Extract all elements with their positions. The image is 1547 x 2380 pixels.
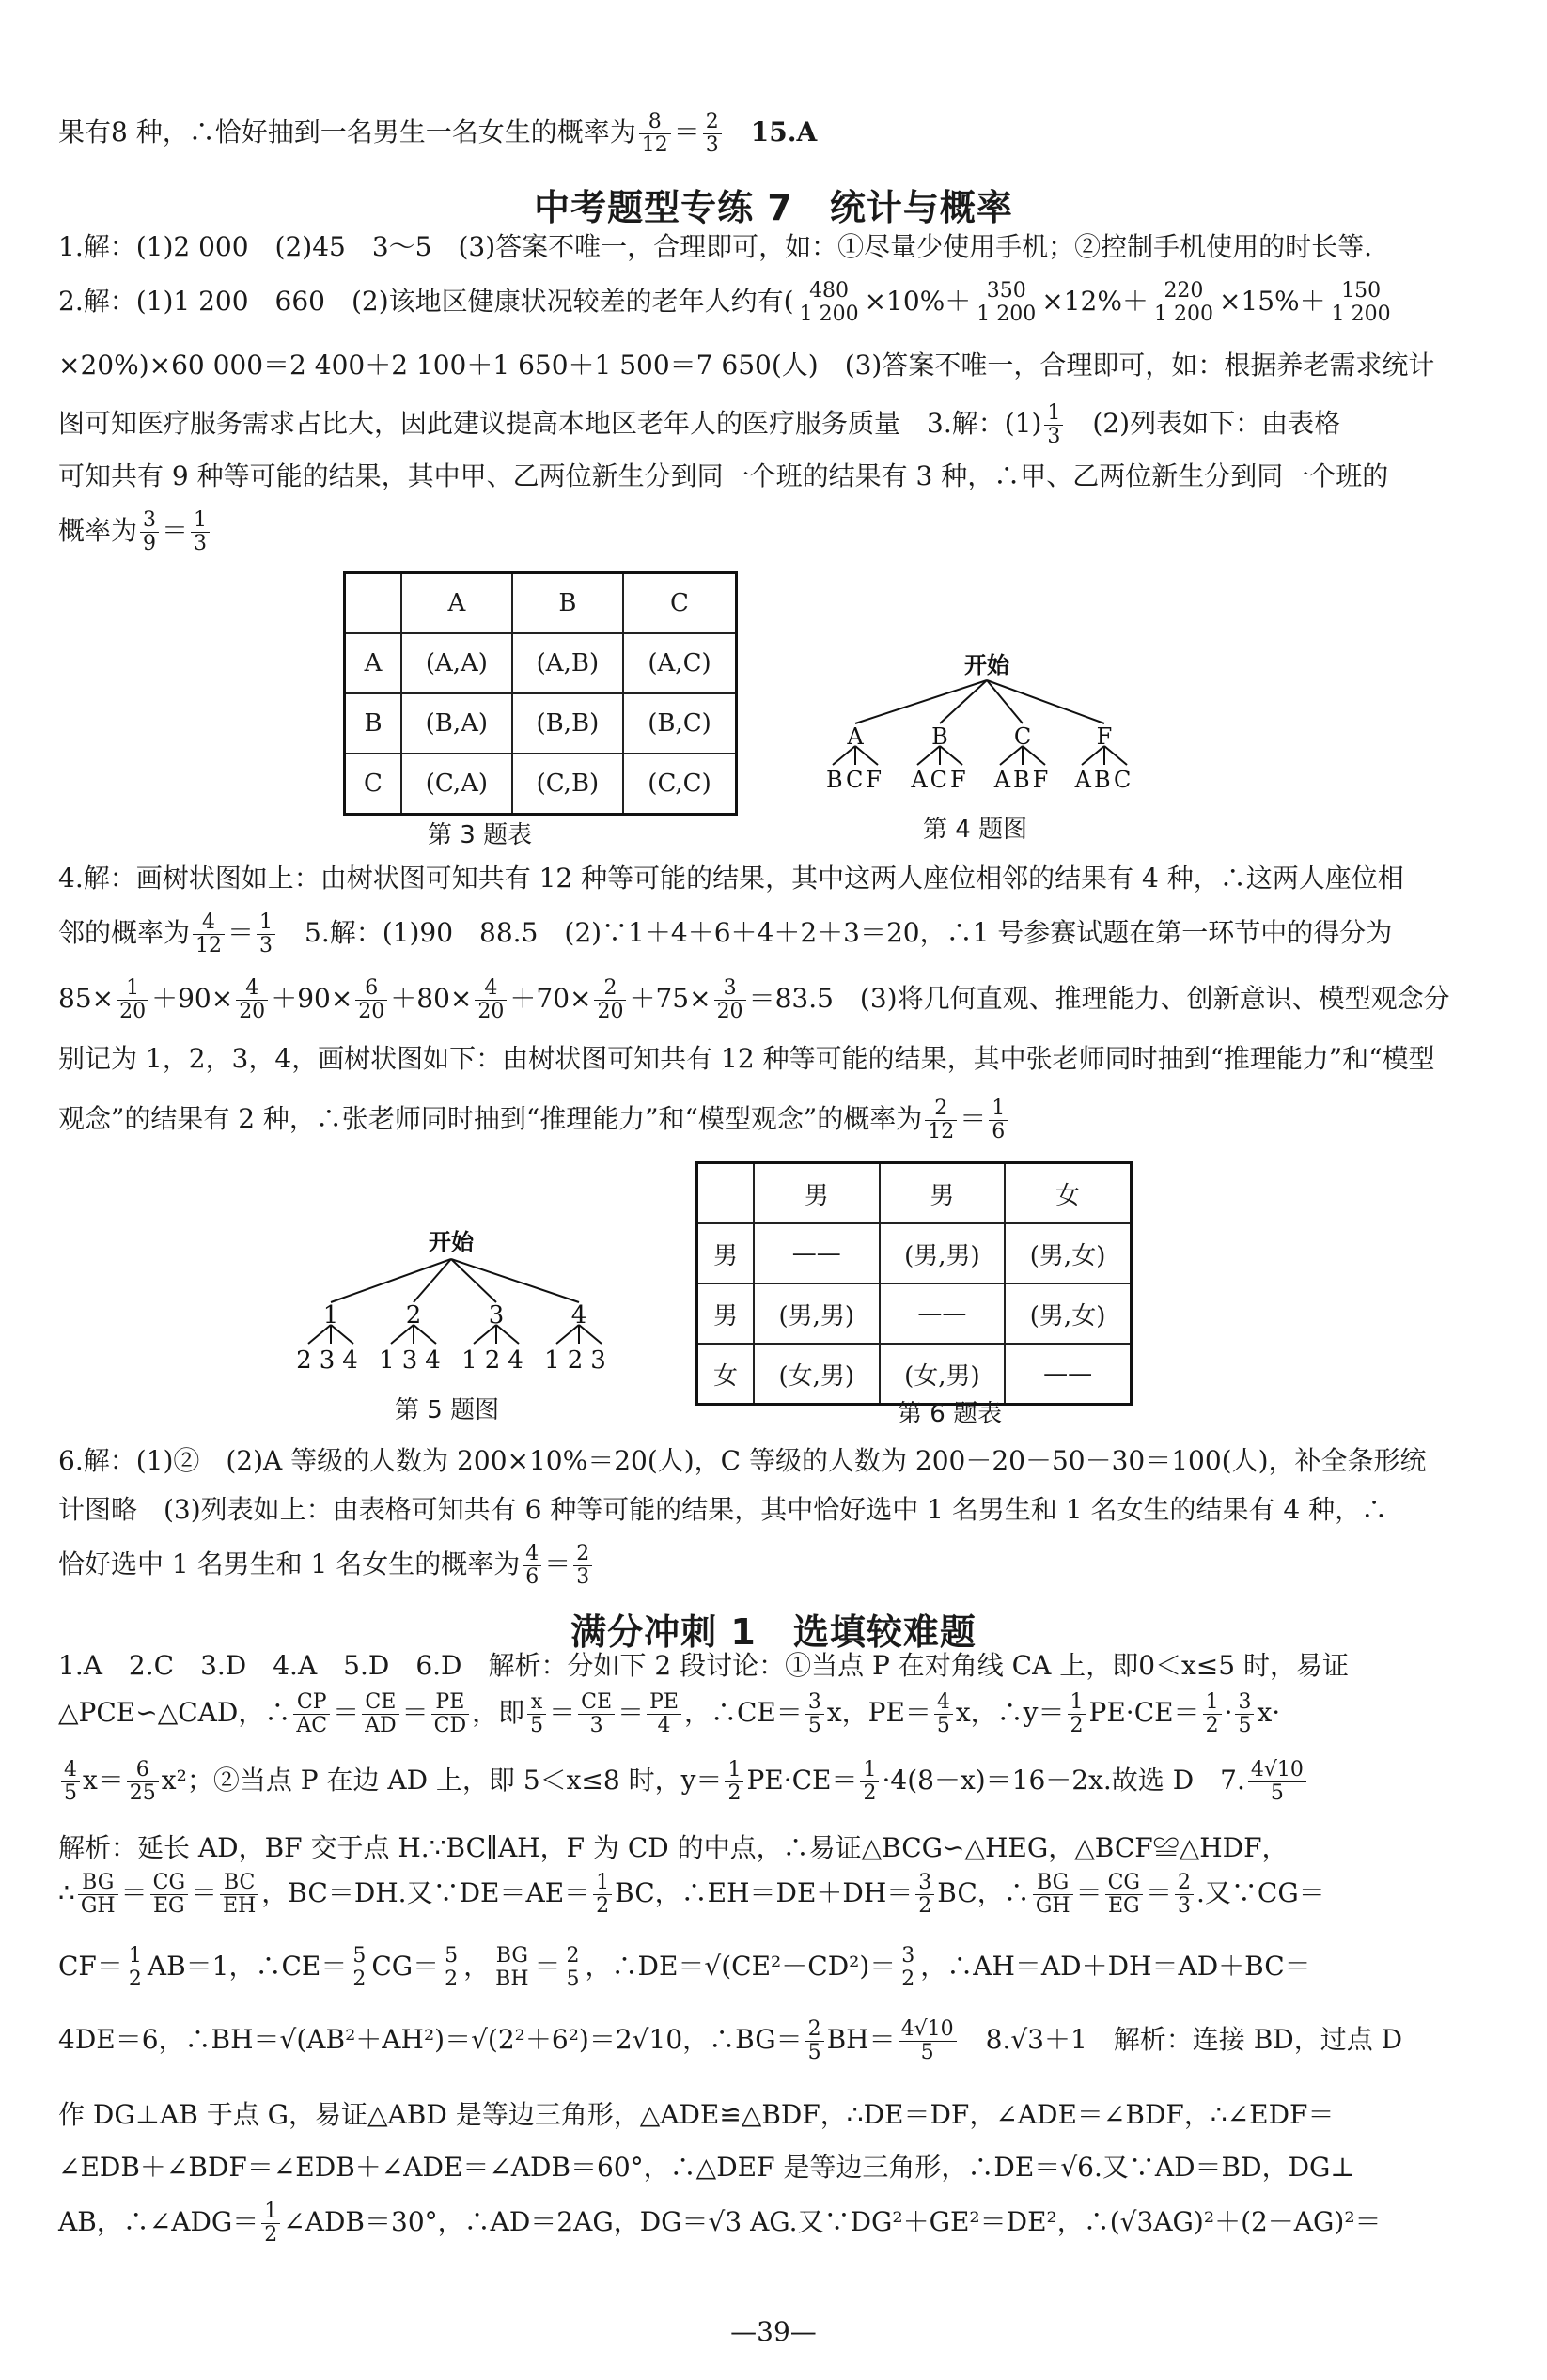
text-line: 恰好选中 1 名男生和 1 名女生的概率为 $\frac{4}{6}$ ＝ $\frac{2}{3}$ (58, 1543, 1481, 1589)
text-line: 1.A 2.C 3.D 4.A 5.D 6.D 解析：分如下 2 段讨论：①当点 P 在对角线 CA 上，即0＜x≤5 时，易证 (58, 1650, 1349, 1681)
tree-node: B (931, 723, 948, 750)
table-header-row: A B C (345, 573, 737, 634)
text-line: ×20%)×60 000＝2 400＋2 100＋1 650＋1 500＝7 650(人) (3)答案不唯一，合理即可，如：根据养老需求统计 (58, 350, 1435, 381)
text-line: 6.解：(1)② (2)A 等级的人数为 200×10%＝20(人)，C 等级的人数为 200－20－50－30＝100(人)，补全条形统 (58, 1445, 1427, 1476)
section-title: 中考题型专练 7 统计与概率 (534, 187, 1013, 228)
text-line: $\frac{4}{5}$ x＝ $\frac{6}{25}$ x²；②当点 P 在边 AD 上，即 5＜x≤8 时，y＝ $\frac{1}{2}$ PE·CE＝ $\frac{1}{2}$ ·4(8－x)＝16－2x.故选 D 7. $\frac{4√10}{5}$ (58, 1759, 1481, 1805)
table-header-row: 男 男 女 (697, 1163, 1132, 1224)
tree-leaves: ACF (911, 767, 969, 793)
tree-node: F (1096, 723, 1113, 750)
tree-node: A (847, 723, 864, 750)
section-title: 满分冲刺 1 选填较难题 (570, 1611, 977, 1653)
fraction: $\frac{8}{12}$ (639, 111, 671, 157)
table-row: 男 —— (男,男) (男,女) (697, 1223, 1132, 1283)
text-line: 作 DG⊥AB 于点 G，易证△ABD 是等边三角形，△ADE≌△BDF，∴DE＝DF，∠ADE＝∠BDF，∴∠EDF＝ (58, 2099, 1335, 2130)
text-line: 4.解：画树状图如上：由树状图可知共有 12 种等可能的结果，其中这两人座位相邻的结果有 4 种，∴这两人座位相 (58, 863, 1404, 894)
tree-4-caption: 第 4 题图 (923, 816, 1028, 844)
text-line: CF＝ $\frac{1}{2}$ AB＝1，∴CE＝ $\frac{5}{2}$ CG＝ $\frac{5}{2}$ ， $\frac{BG}{BH}$ ＝ $\frac{2}{5}$ ，∴DE＝√(CE²－CD²)＝ $\frac{3}{2}$ ，∴AH＝AD＋DH＝AD＋BC＝ (58, 1944, 1311, 1992)
tree-root-label: 开始 (964, 651, 1009, 678)
text-line: 可知共有 9 种等可能的结果，其中甲、乙两位新生分到同一个班的结果有 3 种，∴甲、乙两位新生分到同一个班的 (58, 460, 1389, 491)
tree-diagram-4 (808, 646, 1165, 797)
tree-node: 2 (405, 1301, 422, 1330)
text-line: ∴ $\frac{BG}{GH}$ ＝ $\frac{CG}{EG}$ ＝ $\frac{BC}{EH}$ ，BC＝DH.又∵DE＝AE＝ $\frac{1}{2}$ BC，∴EH＝DE＋DH＝ $\frac{3}{2}$ BC，∴ $\frac{BG}{GH}$ ＝ $\frac{CG}{EG}$ ＝ $\frac{2}{3}$ .又∵CG＝ (58, 1871, 1325, 1919)
text-line: 观念”的结果有 2 种，∴张老师同时抽到“推理能力”和“模型观念”的概率为 $\frac{2}{12}$ ＝ $\frac{1}{6}$ (58, 1097, 1481, 1143)
tree-leaves: 134 (379, 1346, 448, 1375)
text-line: 别记为 1，2，3，4，画树状图如下：由树状图可知共有 12 种等可能的结果，其中张老师同时抽到“推理能力”和“模型 (58, 1043, 1435, 1074)
tree-leaves: 124 (461, 1346, 531, 1375)
tree-leaves: 234 (296, 1346, 366, 1375)
text-line: 概率为 $\frac{3}{9}$ ＝ $\frac{1}{3}$ (58, 509, 1481, 555)
text-line: 果有8 种，∴恰好抽到一名男生一名女生的概率为 $\frac{8}{12}$ ＝ $\frac{2}{3}$ 15.A (58, 110, 818, 158)
table-3 (343, 571, 738, 816)
text-line: 解析：延长 AD，BF 交于点 H.∵BC∥AH，F 为 CD 的中点，∴易证△BCG∽△HEG，△BCF≌△HDF， (58, 1832, 1289, 1863)
tree-node: 1 (322, 1301, 339, 1330)
tree-node: 4 (570, 1301, 587, 1330)
text-line: 2.解：(1)1 200 660 (2)该地区健康状况较差的老年人约有( $\frac{480}{1 200}$ ×10%＋ $\frac{350}{1 200}$ ×12%＋ $\frac{220}{1 200}$ ×15%＋ $\frac{150}{1 200}$ (58, 280, 1481, 326)
text-line: 图可知医疗服务需求占比大，因此建议提高本地区老年人的医疗服务质量 3.解：(1) $\frac{1}{3}$ (2)列表如下：由表格 (58, 401, 1341, 449)
tree-node: C (1013, 723, 1032, 750)
tree-diagram-5 (282, 1221, 639, 1381)
tree-leaves: ABF (993, 767, 1052, 793)
text-line: ∠EDB＋∠BDF＝∠EDB＋∠ADE＝∠ADB＝60°，∴△DEF 是等边三角形，∴DE＝√6.又∵AD＝BD，DG⊥ (58, 2152, 1355, 2183)
tree-leaves: ABC (1074, 767, 1134, 793)
table-row: C (C,A) (C,B) (C,C) (345, 754, 737, 815)
tree-root-label: 开始 (429, 1228, 474, 1255)
text-line: △PCE∽△CAD，∴ $\frac{CP}{AC}$ ＝ $\frac{CE}{AD}$ ＝ $\frac{PE}{CD}$ ，即 $\frac{x}{5}$ ＝ $\frac{CE}{3}$ ＝ $\frac{PE}{4}$ ，∴CE＝ $\frac{3}{5}$ x，PE＝ $\frac{4}{5}$ x，∴y＝ $\frac{1}{2}$ PE·CE＝ $\frac{1}{2}$ · $\frac{3}{5}$ x· (58, 1690, 1281, 1738)
tree-leaves: 123 (544, 1346, 614, 1375)
page-number: —39— (730, 2316, 817, 2347)
table-row: A (A,A) (A,B) (A,C) (345, 633, 737, 693)
table-6 (695, 1161, 1133, 1406)
text-line: 1.解：(1)2 000 (2)45 3～5 (3)答案不唯一，合理即可，如：①尽量少使用手机；②控制手机使用的时长等. (58, 231, 1373, 262)
tree-node: 3 (488, 1301, 505, 1330)
text-line: 85× $\frac{1}{20}$ ＋90× $\frac{4}{20}$ ＋90× $\frac{6}{20}$ ＋80× $\frac{4}{20}$ ＋70× $\frac{2}{20}$ ＋75× $\frac{3}{20}$ ＝83.5 (3)将几何直观、推理能力、创新意识、模型观念分 (58, 976, 1450, 1024)
table-3-caption: 第 3 题表 (428, 821, 533, 849)
tree-leaves: BCF (825, 767, 885, 793)
fraction: $\frac{2}{3}$ (703, 111, 722, 157)
table-6-caption: 第 6 题表 (898, 1400, 1003, 1428)
table-row: 男 (男,男) —— (男,女) (697, 1283, 1132, 1344)
table-row: 女 (女,男) (女,男) —— (697, 1344, 1132, 1405)
table-row: B (B,A) (B,B) (B,C) (345, 693, 737, 754)
text-line: 邻的概率为 $\frac{4}{12}$ ＝ $\frac{1}{3}$ 5.解：(1)90 88.5 (2)∵1＋4＋6＋4＋2＋3＝20，∴1 号参赛试题在第一环节中的得分为 (58, 910, 1393, 958)
text-line: AB，∴∠ADG＝ $\frac{1}{2}$ ∠ADB＝30°，∴AD＝2AG，DG＝√3 AG.又∵DG²＋GE²＝DE²，∴(√3AG)²＋(2－AG)²＝ (58, 2200, 1382, 2248)
text-line: 4DE＝6，∴BH＝√(AB²＋AH²)＝√(2²＋6²)＝2√10，∴BG＝ $\frac{2}{5}$ BH＝ $\frac{4√10}{5}$ 8.√3＋1 解析：连接 BD，过点 D (58, 2017, 1403, 2065)
tree-5-caption: 第 5 题图 (395, 1396, 500, 1424)
text-line: 计图略 (3)列表如上：由表格可知共有 6 种等可能的结果，其中恰好选中 1 名男生和 1 名女生的结果有 4 种，∴ (58, 1494, 1388, 1525)
